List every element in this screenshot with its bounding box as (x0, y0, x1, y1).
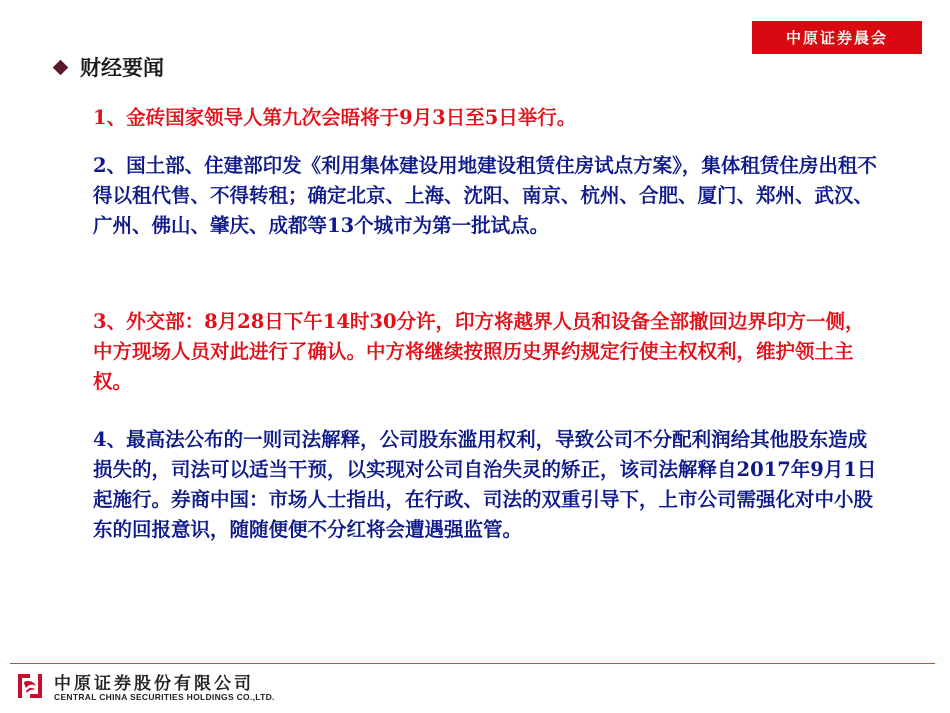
section-title (52, 52, 164, 82)
news-item-3: 3、外交部：8月28日下午14时30分许，印方将越界人员和设备全部撤回边界印方一侧，中方现场人员对此进行了确认。中方将继续按照历史界约规定行使主权权利，维护领土主权。 (93, 310, 865, 393)
section-title-text: 财经要闻 (80, 55, 164, 80)
diamond-bullet-icon (53, 59, 69, 75)
news-item-1: 1、金砖国家领导人第九次会晤将于9月3日至5日举行。 (93, 106, 577, 129)
morning-meeting-badge: 中原证券晨会 (752, 21, 922, 54)
news-item-4: 4、最高法公布的一则司法解释，公司股东滥用权利，导致公司不分配利润给其他股东造成损失的，司法可以适当干预，以实现对公司自治失灵的矫正，该司法解释自2017年9月1日起施行。券商中国：市场人士指出，在行政、司法的双重引导下，上市公司需强化对中小股东的回报意识，随随便便不分红将会遭遇强监管。 (93, 428, 877, 541)
company-name-en: CENTRAL CHINA SECURITIES HOLDINGS CO.,LTD. (54, 692, 275, 702)
footer-divider (10, 663, 935, 664)
news-item-2: 2、国土部、住建部印发《利用集体建设用地建设租赁住房试点方案》，集体租赁住房出租不得以租代售、不得转租；确定北京、上海、沈阳、南京、杭州、合肥、厦门、郑州、武汉、广州、佛山、肇庆、成都等13个城市为第一批试点。 (93, 154, 877, 237)
company-name-cn: 中原证券股份有限公司 (54, 674, 254, 694)
company-logo-icon (14, 672, 46, 700)
